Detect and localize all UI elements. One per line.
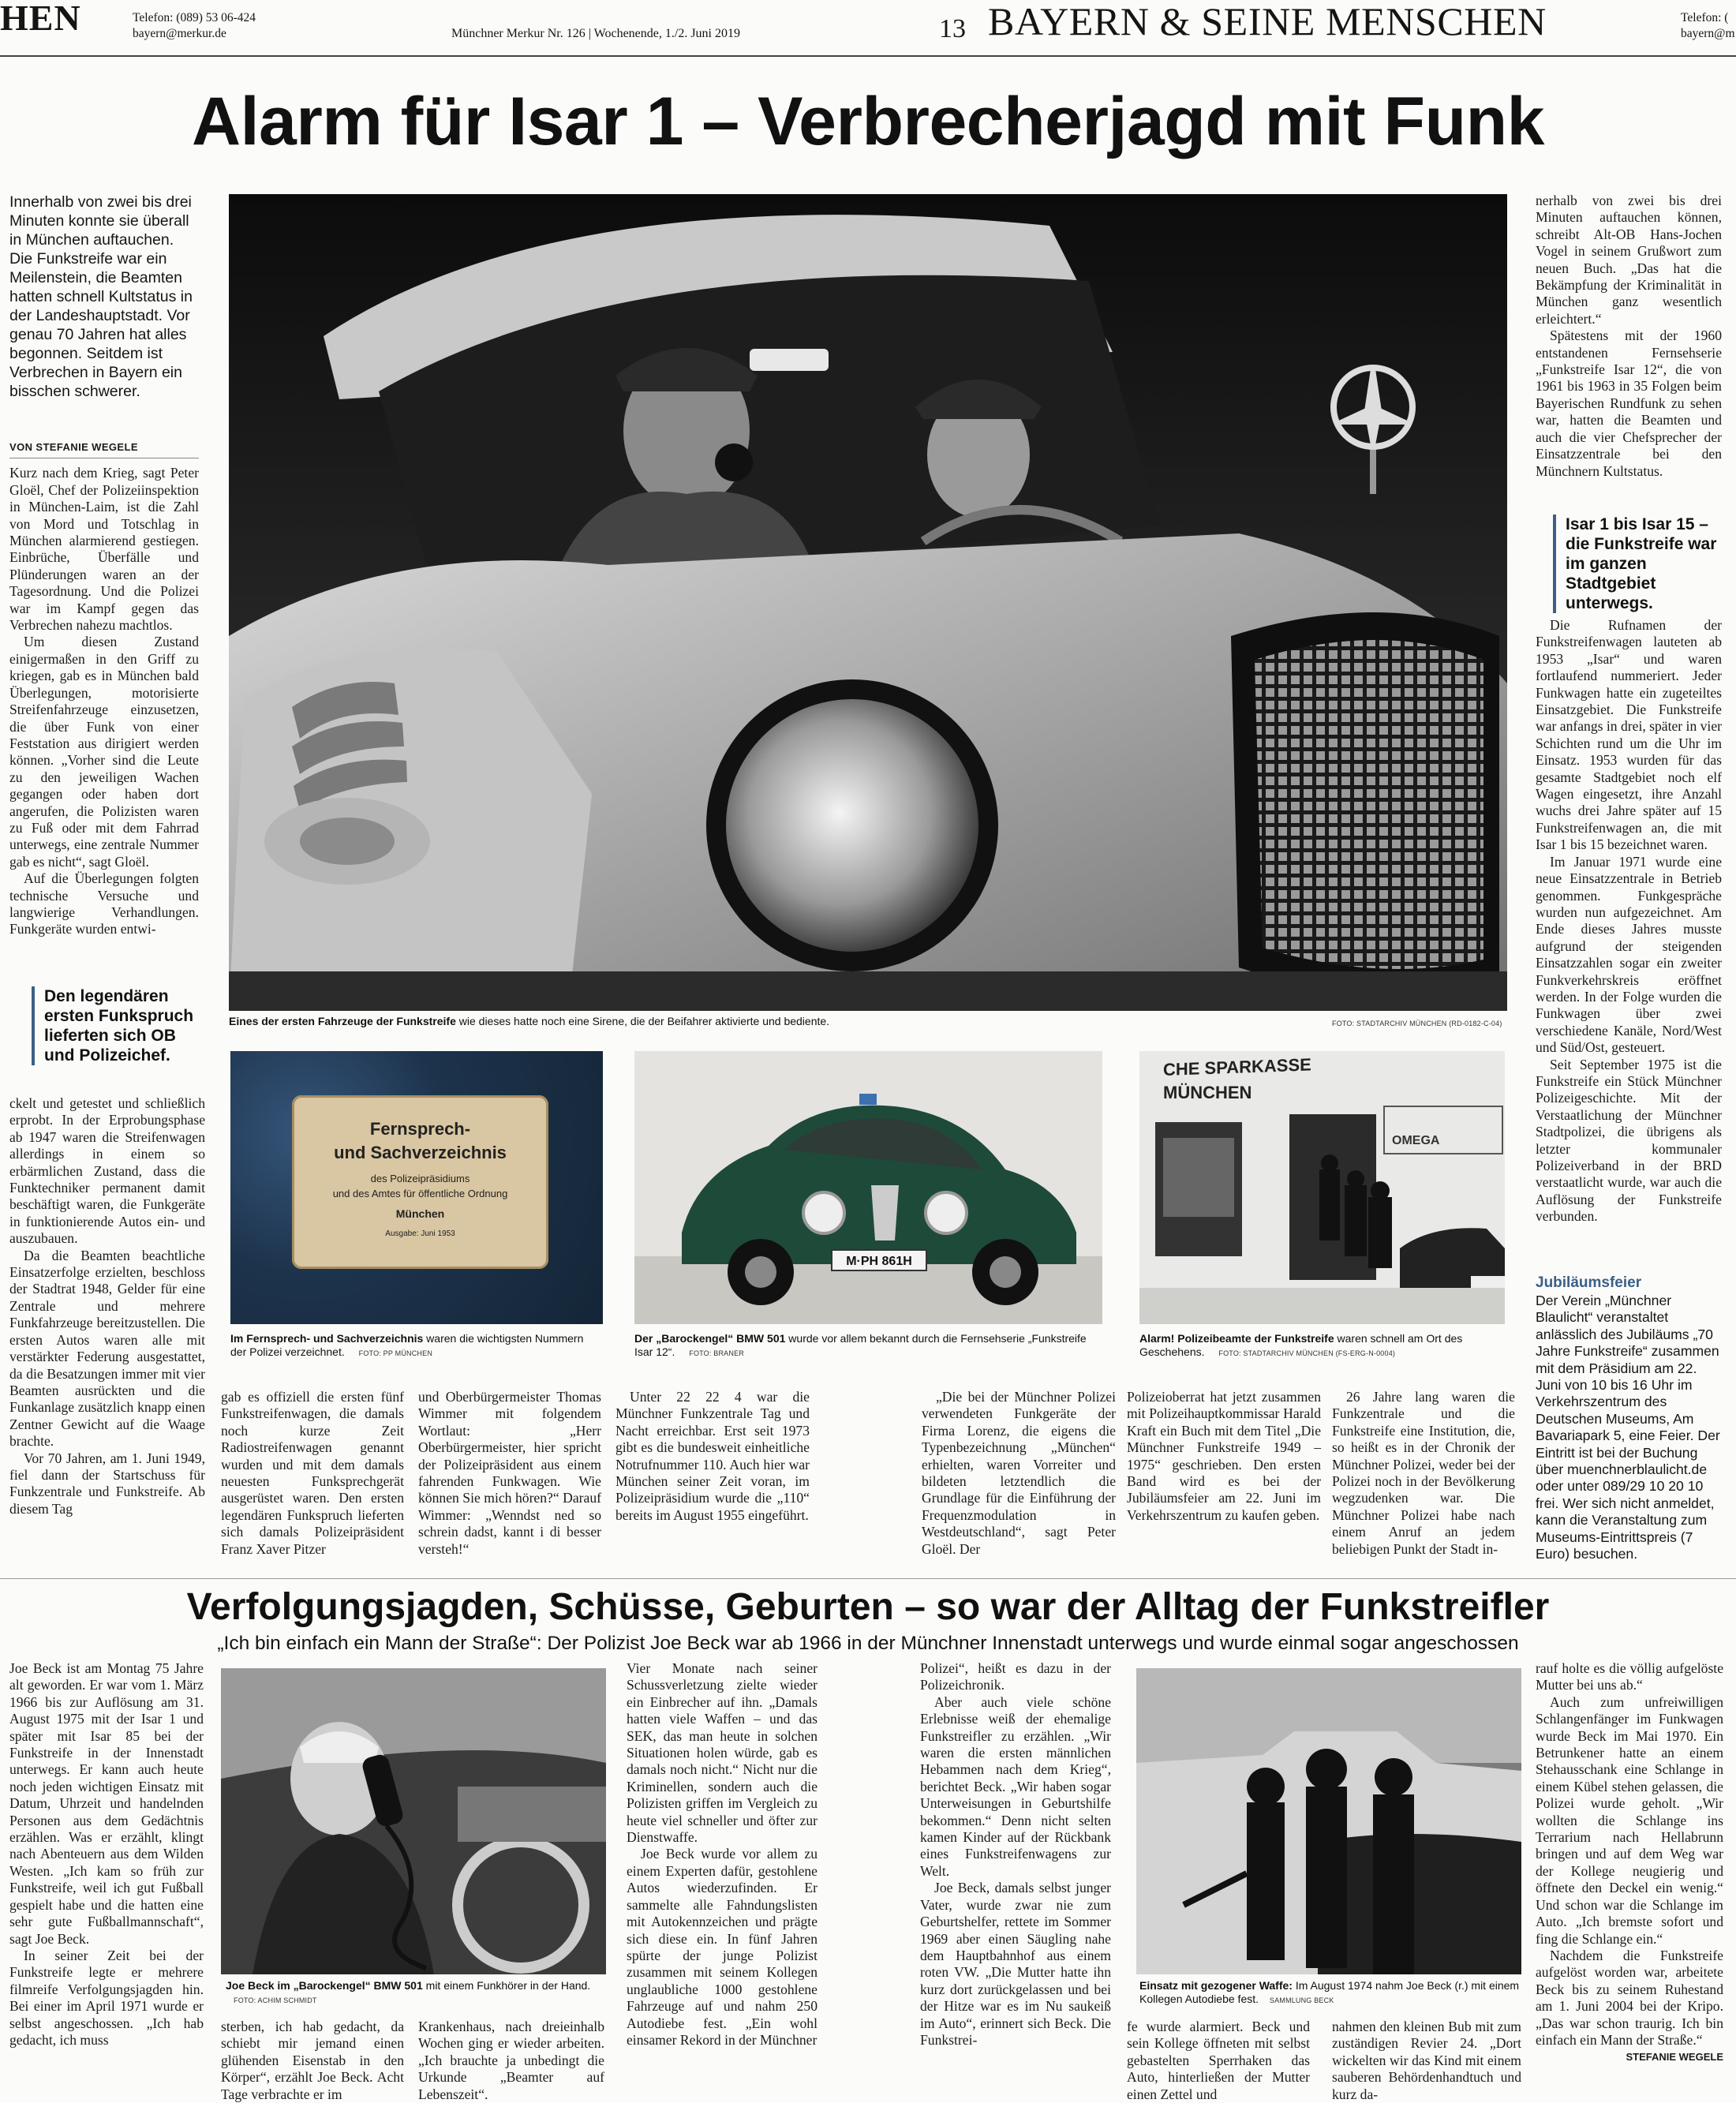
header-phone-right: Telefon: ( — [1681, 11, 1729, 24]
photo-joe-beck — [221, 1668, 606, 1974]
caption5-text: mit einem Funkhörer in der Hand. — [422, 1979, 591, 1992]
main-photo-caption — [229, 1015, 1294, 1028]
caption3-credit: FOTO: BRANER — [689, 1349, 744, 1357]
article2-col2 — [221, 2019, 404, 2102]
caption4-text: waren schnell am Ort des Geschehens. — [1139, 1332, 1463, 1358]
header-email-right: bayern@m — [1681, 27, 1735, 40]
a1-colC-text: Unter 22 22 4 war die Münchner Funkzentrale Tag und Nacht erreichbar. Erst seit 1973 gibt es die bundesweit einheitliche Notrufnummer 110. Auch hier war München seiner Zeit voran, im Polizeipräsidium wurde die „110“ bereits im August 1955 eingeführt. — [615, 1389, 810, 1523]
main-caption-text: wie dieses hatte noch eine Sirene, die der Beifahrer aktivierte und bediente. — [455, 1015, 830, 1027]
header-paper-info: Münchner Merkur Nr. 126 | Wochenende, 1./2. Juni 2019 — [451, 27, 740, 40]
article1-colB — [418, 1389, 601, 1570]
caption2-credit: FOTO: PP MÜNCHEN — [358, 1349, 433, 1357]
book-label — [292, 1095, 548, 1269]
caption4-credit: FOTO: STADTARCHIV MÜNCHEN (FS-ERG-N-0004) — [1218, 1349, 1396, 1357]
main-photo-funkstreife-car — [229, 194, 1507, 1011]
a1-colA-text: gab es offiziell die ersten fünf Funkstreifenwagen, die damals noch kurze Zeit Radiostreifenwagen genannt wurden und mit dem damals neuesten Funksprechgerät ausgerüstet waren. Den ersten legendären Funkspruch lieferten sich damals Polizeipräsident Franz Xaver Pitzer — [221, 1389, 404, 1557]
a2-col4-p2: Joe Beck wurde vor allem zu einem Experten dafür, gestohlene Autos wiederzufinden. Er sammelte alle Fahndungslisten mit Autokennzeichen und prägte sich diese ein. In fünf Jahren spürte der junge Polizist zusammen mit seinem Kollegen unglaubliche 1000 gestohlene Fahrzeuge auf und nahm 250 Autodiebe fest. „Ein wohl einsamer Rekord in der Münchner — [627, 1846, 817, 2048]
a1-right-p1: nerhalb von zwei bis drei Minuten auftauchen können, schreibt Alt-OB Hans-Jochen Vogel in seinem Grußwort zum neuen Buch. „Das hat die Bekämpfung der Kriminalität in München ganz wesentlich erleichtert.“ — [1536, 193, 1722, 327]
book-line4: und des Amtes für öffentliche Ordnung — [332, 1188, 508, 1199]
article1-colD — [922, 1389, 1116, 1570]
sparkasse-sign1: CHE SPARKASSE — [1163, 1054, 1311, 1080]
sparkasse-sign3: OMEGA — [1392, 1134, 1440, 1147]
a2-col8-p1: rauf holte es die völlig aufgelöste Mutter bei uns ab.“ — [1536, 1660, 1723, 1693]
a1-right-p4: Im Januar 1971 wurde eine neue Einsatzzentrale in Betrieb genommen. Funkgespräche wurden nun aufgezeichnet. Am Ende dieses Jahres musste aufgrund der steigenden Einsatzzahlen sogar ein zweiter Funkverkehrskreis eröffnet werden. In der Folge wurden die Funkwagen über zwei verschiedene Kanäle, Nord/West und Süd/Ost, gesteuert. — [1536, 853, 1722, 1056]
a1-col1-p2: Um diesen Zustand einigermaßen in den Griff zu kriegen, gab es in München bald Überlegungen, motorisierte Streifenfahrzeuge einzusetzen, die über Funk von einer Feststation aus dirigiert werden können. „Vorher sind die Leute zu den jeweiligen Wachen gegangen oder haben dort angerufen, die Polizisten waren zu Fuß oder mit dem Fahrrad unterwegs, eine zentrale Nummer gab es nicht“, sagt Gloël. — [9, 634, 199, 870]
caption2-bold: Im Fernsprech- und Sachverzeichnis — [230, 1332, 424, 1345]
caption-photo5 — [226, 1979, 604, 2008]
a2-col5-p2: Aber auch viele schöne Erlebnisse weiß der ehemalige Funkstreifler zu erzählen. „Wir waren die ersten männlichen Hebammen nach dem Krieg“, berichtet Beck. „Wir haben sogar Unterweisungen in Geburtshilfe bekommen.“ Denn nicht selten kamen Kinder auf der Rückbank eines Funkstreifenwagens zur Welt. — [920, 1693, 1111, 1879]
a1-col1-p3: Auf die Überlegungen folgten technische Versuche und langwierige Verhandlungen. Funkgeräte wurden entwi- — [9, 870, 199, 937]
article2-col5 — [920, 1660, 1111, 2083]
article1-colE — [1127, 1389, 1321, 1570]
article1-right-bottom — [1536, 617, 1722, 1272]
caption-photo3 — [634, 1332, 1100, 1360]
article-separator — [0, 1578, 1736, 1579]
a1-right-p3: Die Rufnamen der Funkstreifenwagen lauteten ab 1953 „Isar“ und waren fortlaufend nummeriert. Jeder Funkwagen hatte ein zugeteiltes Einsatzgebiet. Die Funkstreife war anfangs in drei, später in vier Schichten rund um die Uhr im Einsatz. 1953 wurden für das gesamte Stadtgebiet noch elf Wagen eingesetzt, ihre Anzahl wuchs drei Jahre später auf 15 Funkstreifenwagen an, die mit Isar 1 bis 15 bezeichnet waren. — [1536, 617, 1722, 853]
arrest-illustration — [1136, 1668, 1521, 1974]
a1-right-p2: Spätestens mit der 1960 entstandenen Fernsehserie „Funkstreife Isar 12“, die von 1961 bis 1963 in 35 Folgen beim Bayerischen Rundfunk zu sehen war, hatten die Beamten und auch die vier Chefsprecher der Einsatzzentrale bei den Münchnern Kultstatus. — [1536, 327, 1722, 479]
a1-col1-p1: Kurz nach dem Krieg, sagt Peter Gloël, Chef der Polizeiinspektion in München-Laim, ist die Zahl von Mord und Totschlag in München alarmierend gestiegen. Einbrüche, Überfälle und Plünderungen waren an der Tagesordnung. Und die Polizei war im Kampf gegen das Verbrechen nahezu machtlos. — [9, 465, 199, 634]
jubilee-box — [1536, 1274, 1722, 1570]
book-line1: Fernsprech- — [369, 1119, 471, 1139]
article2-signature: STEFANIE WEGELE — [1626, 2051, 1723, 2064]
photo-sparkasse-alarm — [1139, 1051, 1505, 1324]
book-line3: des Polizeipräsidiums — [370, 1173, 470, 1184]
header-rule — [0, 55, 1736, 57]
a2-col3-text: Krankenhaus, nach dreieinhalb Wochen ging er wieder arbeiten. „Ich brauchte ja unbedingt die Urkunde „Beamter auf Lebenszeit“. — [418, 2019, 604, 2102]
caption2-text: waren die wichtigsten Nummern der Polizei verzeichnet. — [230, 1332, 584, 1358]
a2-col1-p1: Joe Beck ist am Montag 75 Jahre alt geworden. Er war vom 1. März 1966 bis zur Auflösung am 31. August 1975 mit der Isar 1 und später mit Isar 85 bei der Funkstreife in der Innenstadt unterwegs. Er kann auch heute noch jeden wichtigen Einsatz mit Datum, Uhrzeit und handelnden Personen aus dem Gedächtnis erzählen. Was er erzählt, klingt nach Abenteuern aus dem Wilden Westen. „Ich kam so früh zur Funkstreife, weil ich gut Fußball gespielt habe und die hatten eine sehr gute Fußballmannschaft“, sagt Joe Beck. — [9, 1660, 204, 1947]
caption-photo2 — [230, 1332, 601, 1360]
header-email-left: bayern@merkur.de — [133, 27, 226, 40]
header-left-fragment: HEN — [0, 0, 81, 38]
sparkasse-sign2: MÜNCHEN — [1163, 1083, 1252, 1102]
a2-col6-text: fe wurde alarmiert. Beck und sein Kollege öffneten mit selbst gebastelten Sperrhaken das Auto, hinterließen der Mutter einen Zettel und — [1127, 2019, 1310, 2102]
main-photo-credit: FOTO: STADTARCHIV MÜNCHEN (RD-0182-C-04) — [1332, 1020, 1502, 1027]
article1-pullquote1: Den legendären ersten Funkspruch lieferten sich OB und Polizeichef. — [32, 986, 202, 1065]
book-line6: Ausgabe: Juni 1953 — [385, 1229, 455, 1238]
book-line5: München — [395, 1207, 445, 1220]
a1-colD-text: „Die bei der Münchner Polizei verwendeten Funkgeräte der Firma Lorenz, die eigens die Typenbezeichnung „München“ erhielten, waren Vorreiter und bildeten letztendlich die Grundlage für die Einführung der Frequenzmodulation in Westdeutschland“, sagt Peter Gloël. Der — [922, 1389, 1116, 1557]
a2-col2-text: sterben, ich hab gedacht, da schiebt mir jemand einen glühenden Eisenstab in den Körper“, erzählt Joe Beck. Acht Tage verbrachte er im — [221, 2019, 404, 2102]
a1-col1b-p1: ckelt und getestet und schließlich erprobt. In der Erprobungsphase ab 1947 waren die Streifenwagen allerdings in einem so erbärmlichen Zustand, dass die Funktechniker permanent damit beschäftigt waren, die Funkgeräte in funktionierende Autos ein- und auszubauen. — [9, 1095, 205, 1247]
bmw-plate: M·PH 861H — [846, 1255, 912, 1268]
article2-subheadline: „Ich bin einfach ein Mann der Straße“: Der Polizist Joe Beck war ab 1966 in der Münchner Innenstadt unterwegs und wurde einmal sogar angeschossen — [217, 1633, 1519, 1654]
a1-col1b-p3: Vor 70 Jahren, am 1. Juni 1949, fiel dann der Startschuss für Funkzentrale und Funkstreife. Ab diesem Tag — [9, 1450, 205, 1517]
caption6-bold: Einsatz mit gezogener Waffe: — [1139, 1979, 1293, 1992]
a2-col5-p1: Polizei“, heißt es dazu in der Polizeichronik. — [920, 1660, 1111, 1693]
caption5-credit: FOTO: ACHIM SCHMIDT — [234, 1996, 317, 2004]
article2-col6 — [1127, 2019, 1310, 2102]
article1-col1b — [9, 1095, 205, 1574]
a2-col4-p1: Vier Monate nach seiner Schussverletzung zielte wieder ein Einbrecher auf ihn. „Damals hatten viele Waffen – und das SEK, das man heute in solchen Situationen holen würde, gab es damals noch nicht.“ Nicht nur die Kriminellen, sondern auch die Polizisten griffen im Vergleich zu heute viel schneller und öfter zur Dienstwaffe. — [627, 1660, 817, 1846]
article2-col4 — [627, 1660, 817, 2083]
caption5-bold: Joe Beck im „Barockengel“ BMW 501 — [226, 1979, 423, 1992]
article2-col1 — [9, 1660, 204, 2083]
article1-headline: Alarm für Isar 1 – Verbrecherjagd mit Funk — [192, 84, 1544, 159]
main-caption-bold: Eines der ersten Fahrzeuge der Funkstreife — [229, 1015, 456, 1027]
caption-photo6 — [1139, 1979, 1521, 2008]
blue-light — [859, 1094, 877, 1105]
photo-bmw-501 — [634, 1051, 1102, 1324]
caption3-bold: Der „Barockengel“ BMW 501 — [634, 1332, 786, 1345]
header-page-number: 13 — [939, 14, 966, 43]
jubilee-heading: Jubiläumsfeier — [1536, 1274, 1642, 1291]
a1-col1b-p2: Da die Beamten beachtliche Einsatzerfolge erzielten, beschloss der Stadtrat 1948, Gelder für eine Zentrale und mehrere Funkfahrzeuge bereitzustellen. Die ersten Autos waren alle mit verstärkter Federung ausgestattet, da die Besatzungen immer mit vier Beamten ausrückten und die Funkanlage zusätzlich knapp einen Zentner Gewicht auf die Waage brachte. — [9, 1247, 205, 1450]
header-phone-left: Telefon: (089) 53 06-424 — [133, 11, 256, 24]
a1-colB-text: und Oberbürgermeister Thomas Wimmer mit folgendem Wortlaut: „Herr Oberbürgermeister, hier spricht der Polizeipräsident aus einem fahrenden Funkwagen. Wie können Sie mich hören?“ Darauf Wimmer: „Wenndst ned so schrein dadst, kannt i di besser versteh!“ — [418, 1389, 601, 1557]
article2-col7 — [1332, 2019, 1521, 2102]
a2-col7-text: nahmen den kleinen Bub mit zum zuständigen Revier 24. „Dort wickelten wir das Kind mit einem sauberen Behördenhandtuch und kurz da- — [1332, 2019, 1521, 2102]
article1-col1 — [9, 439, 199, 967]
caption3-text: wurde vor allem bekannt durch die Fernsehserie „Funkstreife Isar 12“. — [634, 1332, 1087, 1358]
a2-col1-p2: In seiner Zeit bei der Funkstreife legte er mehrere filmreife Verfolgungsjagden hin. Bei einer im April 1971 wurde er selbst angeschossen. „Ich hab gedacht, ich muss — [9, 1947, 204, 2048]
caption6-text: Im August 1974 nahm Joe Beck (r.) mit einem Kollegen Autodiebe fest. — [1139, 1979, 1520, 2005]
article2-col8 — [1536, 1660, 1723, 2083]
microphone — [715, 443, 753, 481]
bmw-illustration — [634, 1051, 1102, 1324]
a1-colF-text: 26 Jahre lang waren die Funkzentrale und die Funkstreife eine Institution, die, so heißt es in der Chronik der Münchner Polizei, weder bei der Polizei noch in der Bevölkerung wegzudenken war. Die Münchner Polizei habe nach einem Anruf an jedem beliebigen Punkt der Stadt in- — [1332, 1389, 1515, 1557]
a1-colE-text: Polizeioberrat hat jetzt zusammen mit Polizeihauptkommissar Harald Kraft ein Buch mit dem Titel „Die Münchner Funkstreife 1949 – 1975“ geschrieben. Den ersten Band wird es bei der Jubiläumsfeier am 22. Juni im Verkehrszentrum zu kaufen geben. — [1127, 1389, 1321, 1523]
article1-lead: Innerhalb von zwei bis drei Minuten konnte sie überall in München auftauchen. Die Funkstreife war ein Meilenstein, die Beamten hatten schnell Kultstatus in der Landeshauptstadt. Vor genau 70 Jahren hat alles begonnen. Seitdem ist Verbrechen in Bayern ein bisschen schwerer. — [9, 193, 193, 400]
a1-right-p5: Seit September 1975 ist die Funkstreife ein Stück Münchner Polizeigeschichte. Mit der Verstaatlichung der Münchner Stadtpolizei, die übrigens als letzter kommunaler Polizeiverband in der BRD verstaatlicht wurde, war auch die Auflösung der Funkstreife verbunden. — [1536, 1056, 1722, 1225]
article2-headline: Verfolgungsjagden, Schüsse, Geburten – so war der Alltag der Funkstreifler — [186, 1586, 1550, 1628]
jubilee-text: Der Verein „Münchner Blaulicht“ veranstaltet anlässlich des Jubiläums „70 Jahre Funkstreife“ zusammen mit dem Präsidium am 22. Juni von 10 bis 16 Uhr im Verkehrszentrum des Deutschen Museums, Am Bavariapark 5, eine Feier. Der Eintritt ist bei der Buchung über muenchnerblaulicht.de oder unter 089/29 10 20 10 frei. Wer sich nicht anmeldet, kann die Veranstaltung zum Museums-Eintrittspreis (7 Euro) besuchen. — [1536, 1293, 1720, 1562]
photo-arrest-1974 — [1136, 1668, 1521, 1974]
caption4-bold: Alarm! Polizeibeamte der Funkstreife — [1139, 1332, 1334, 1345]
photo-directory-book — [230, 1051, 603, 1324]
joe-beck-illustration — [221, 1668, 606, 1974]
a2-col8-p2: Auch zum unfreiwilligen Schlangenfänger im Funkwagen wurde Beck im Mai 1970. Ein Betrunkener hatte an einem Stehausschank eine Schlange in einem Kübel stehen gelassen, die Polizei wurde geholt. „Wir wollten die Schlange ins Terrarium nach Hellabrunn bringen und auf dem Weg war der Kollege neugierig und öffnete den Deckel ein wenig.“ Und schon war die Schlange im Auto. „Ich bremste sofort und fing die Schlange ein.“ — [1536, 1693, 1723, 1947]
article1-colA — [221, 1389, 404, 1570]
car-body — [1318, 1834, 1521, 1974]
caption6-credit: SAMMLUNG BECK — [1269, 1996, 1334, 2004]
article2-col3 — [418, 2019, 604, 2102]
article1-colF — [1332, 1389, 1515, 1570]
article1-colC — [615, 1389, 810, 1570]
header-section: BAYERN & SEINE MENSCHEN — [988, 0, 1547, 43]
car-illustration — [229, 194, 1507, 1011]
a2-col8-p3: Nachdem die Funkstreife aufgelöst worden war, arbeitete Beck bis zu seinem Ruhestand am 1. Juni 2004 bei der Kripo. „Das war schon traurig. Ich bin einfach ein Mann der Straße.“ — [1536, 1947, 1723, 2048]
article1-byline: VON STEFANIE WEGELE — [9, 439, 199, 458]
article1-right-top — [1536, 193, 1722, 508]
caption-photo4 — [1139, 1332, 1502, 1360]
a2-col5-p3: Joe Beck, damals selbst junger Vater, wurde zwar nie zum Geburtshelfer, rettete im Sommer 1969 aber einen Säugling nahe dem Hauptbahnhof aus einem roten VW. „Die Mutter hatte ihn kurz dort zurückgelassen und bei der Hitze war es im Nu saukeiß im Auto“, erinnert sich Beck. Die Funkstrei- — [920, 1880, 1111, 2048]
sparkasse-illustration — [1139, 1051, 1505, 1324]
book-line2: und Sachverzeichnis — [334, 1143, 507, 1162]
article1-pullquote2: Isar 1 bis Isar 15 – die Funkstreife war im ganzen Stadtgebiet unterwegs. — [1553, 515, 1723, 613]
